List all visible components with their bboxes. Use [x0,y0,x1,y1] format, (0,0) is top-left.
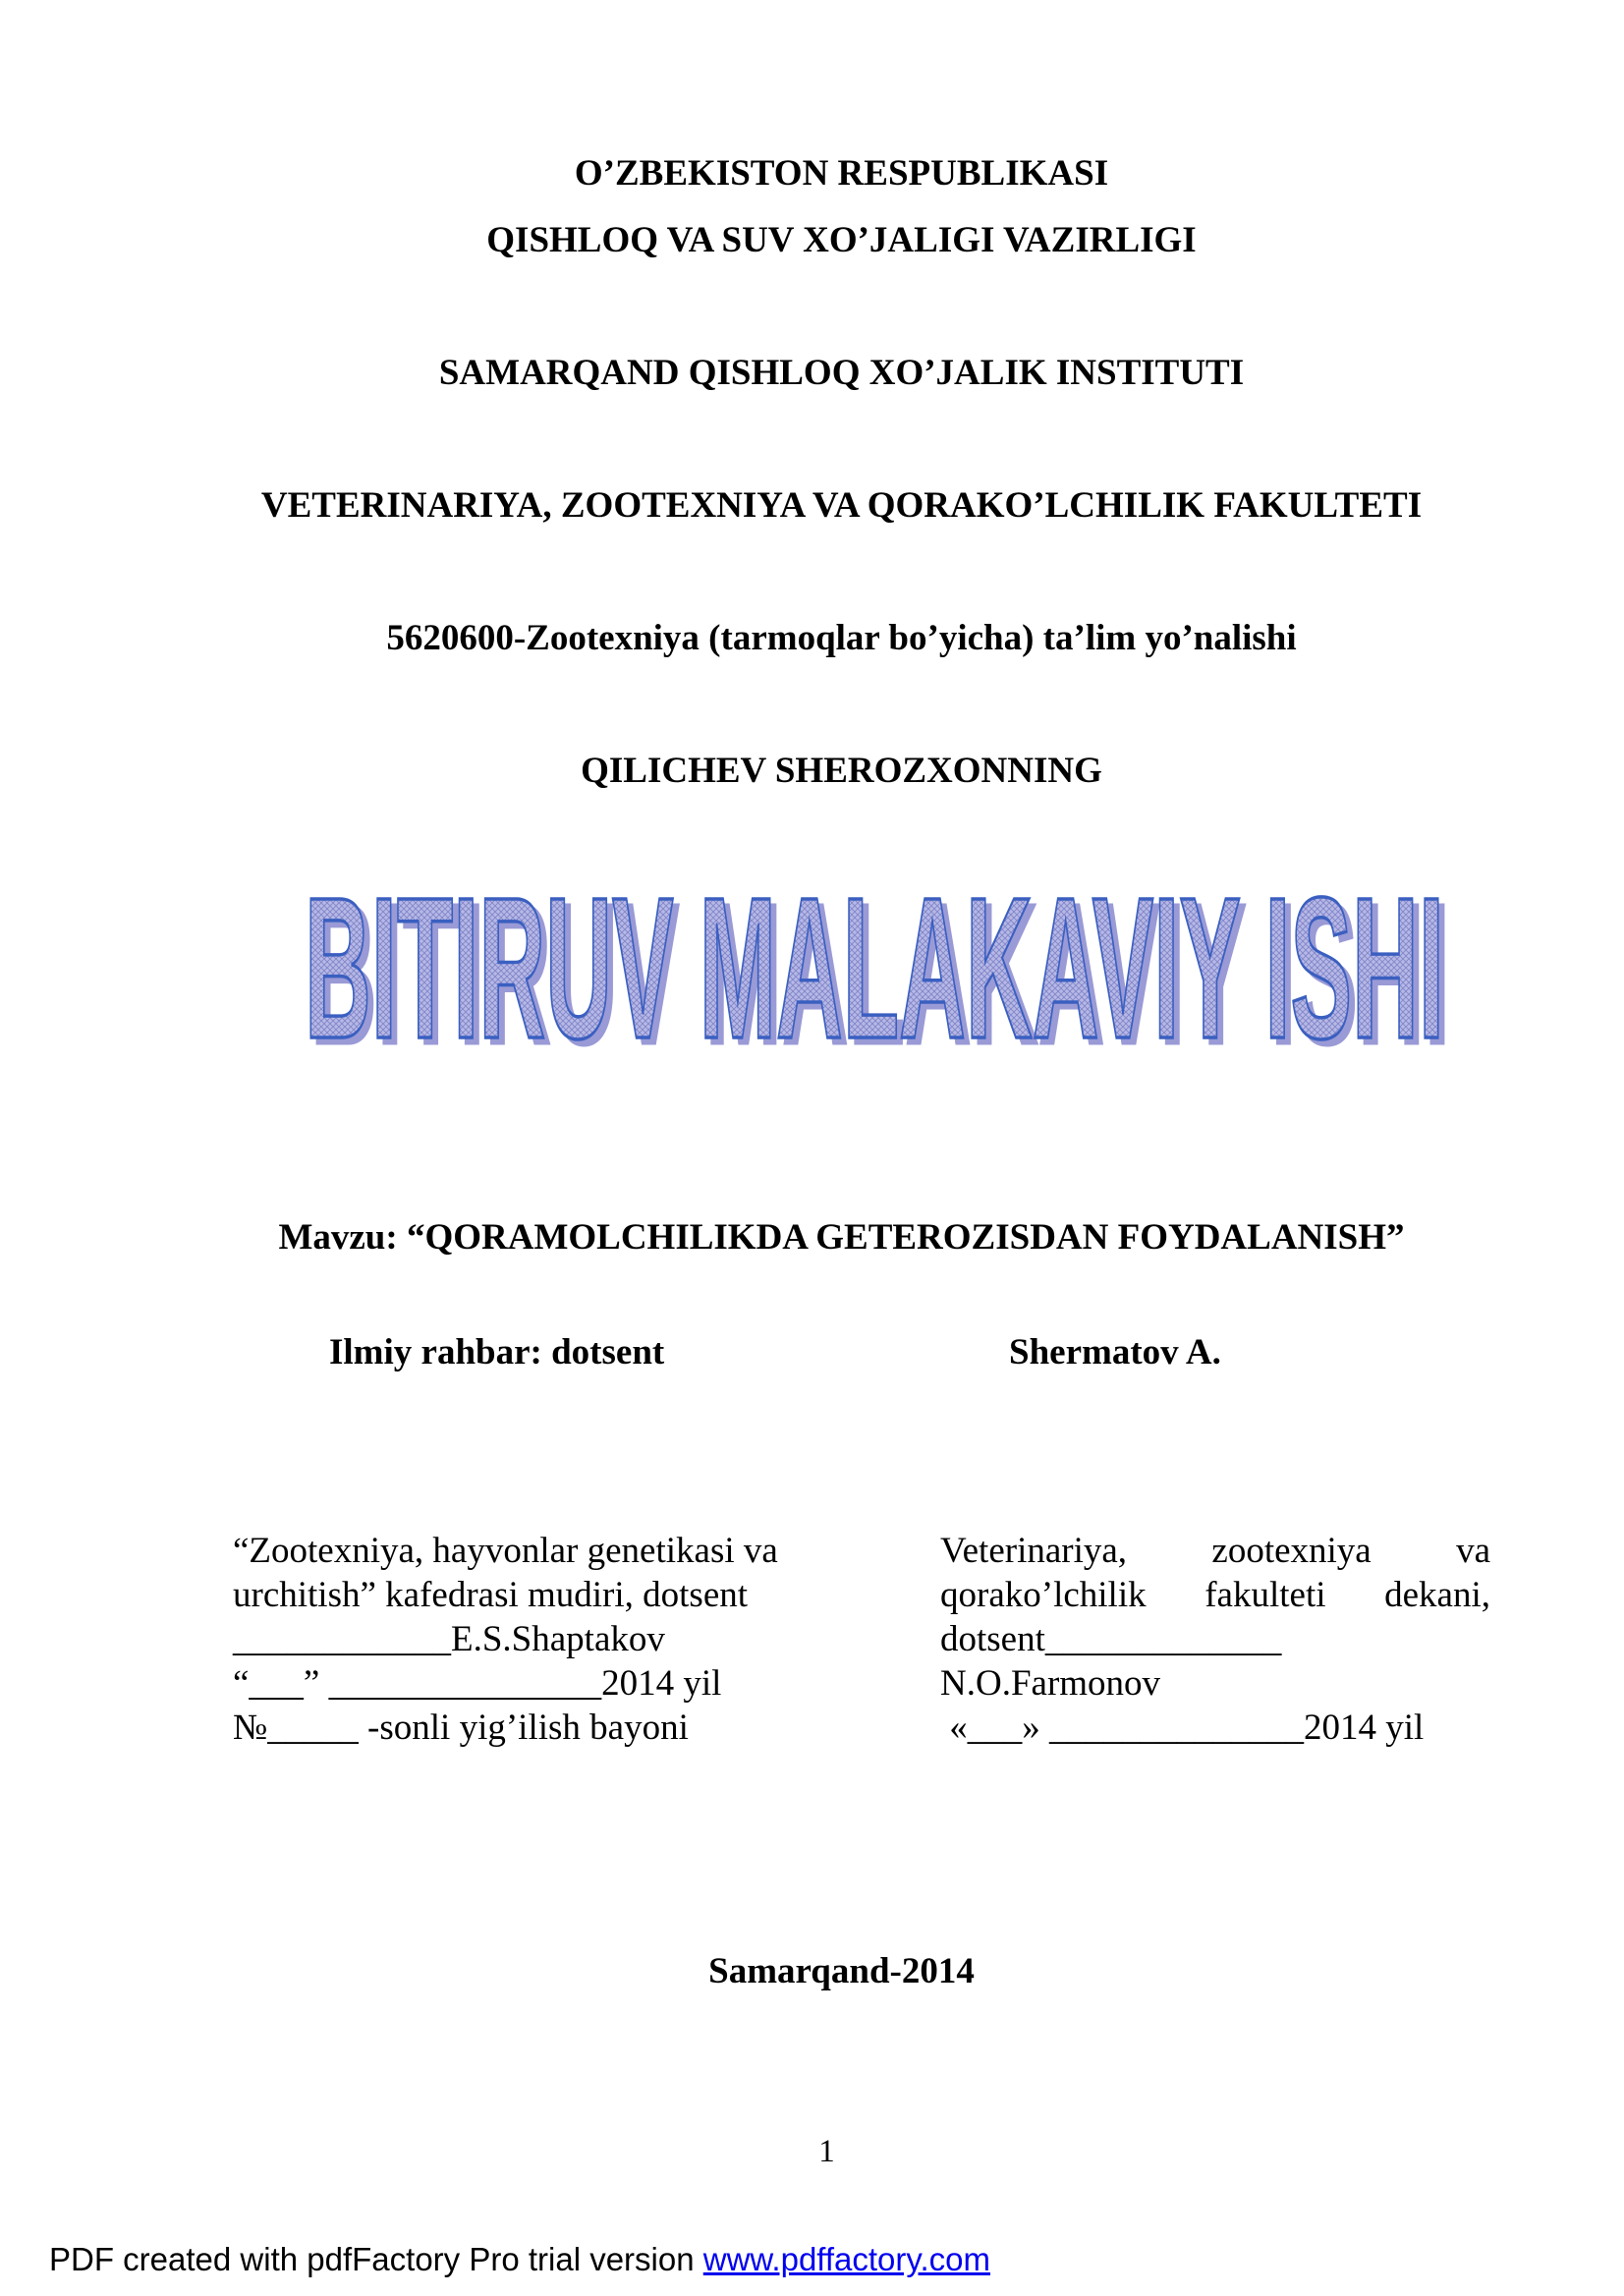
faculty-name: VETERINARIYA, ZOOTEXNIYA VA QORAKO’LCHILIK FAKULTETI [260,485,1423,526]
wordart-shadow: BITIRUV MALAKAVIY ISHI [310,865,1450,1061]
approval-word: fakulteti [1204,1575,1326,1615]
study-direction: 5620600-Zootexniya (tarmoqlar bo’yicha) ta’lim yo’nalishi [386,618,1297,658]
approval-word: zootexniya [1211,1531,1372,1571]
approval-name-line: N.O.Farmonov [940,1663,1161,1704]
thesis-title-wordart [295,865,1454,1061]
approval-signature-line: dotsent_____________ [940,1619,1282,1659]
approval-line [940,1573,1490,1617]
approval-line [940,1529,1490,1573]
footer-text: PDF created with pdfFactory Pro trial version [49,2241,703,2277]
supervisor-label: Ilmiy rahbar: dotsent [329,1332,665,1372]
institute-name: SAMARQAND QISHLOQ XO’JALIK INSTITUTI [438,353,1245,393]
approval-line: urchitish” kafedrasi mudiri, dotsent [233,1575,749,1615]
approval-signature-line: ____________E.S.Shaptakov [233,1619,665,1659]
pdf-footer [49,2240,990,2279]
approval-protocol-line: №_____ -sonli yig’ilish bayoni [233,1708,689,1748]
republic-name: O’ZBEKISTON RESPUBLIKASI [574,153,1109,194]
footer-link[interactable]: www.pdffactory.com [702,2241,990,2277]
city-year: Samarqand-2014 [708,1951,975,1991]
page-number: 1 [818,2134,835,2169]
approval-date-line: «___» ______________2014 yil [940,1708,1425,1748]
department-approval-block [233,1529,822,1750]
approval-word: va [1456,1531,1490,1571]
approval-word: qorako’lchilik [940,1575,1147,1615]
author-name: QILICHEV SHEROZXONNING [581,751,1102,791]
approval-word: dekani, [1384,1575,1490,1615]
thesis-topic: Mavzu: “QORAMOLCHILIKDA GETEROZISDAN FOYDALANISH” [278,1217,1405,1258]
approval-date-line: “___” _______________2014 yil [233,1663,722,1704]
ministry-name: QISHLOQ VA SUV XO’JALIGI VAZIRLIGI [486,220,1197,260]
approval-word: Veterinariya, [940,1531,1128,1571]
approval-line: “Zootexniya, hayvonlar genetikasi va [233,1531,778,1571]
wordart-text: BITIRUV MALAKAVIY ISHI [305,865,1444,1061]
dean-approval-block [940,1529,1490,1750]
supervisor-name: Shermatov A. [1009,1332,1221,1372]
